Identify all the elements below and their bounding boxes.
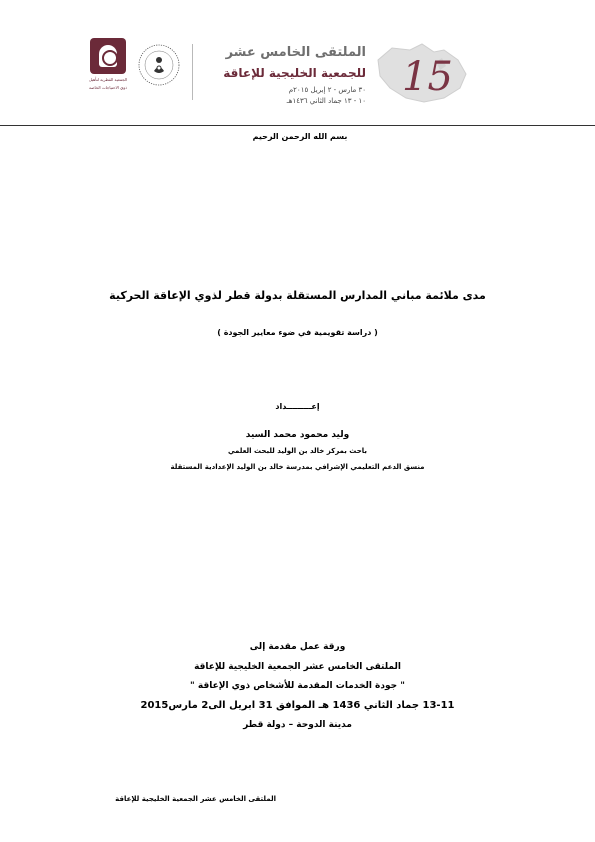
- document-title: مدى ملائمة مباني المدارس المستقلة بدولة قطر لذوي الإعاقة الحركية: [109, 289, 486, 302]
- presentation-line-5: مدينة الدوحة – دولة قطر: [243, 720, 352, 730]
- presentation-line-4: 13-11 جماد الثاني 1436 هـ الموافق 31 ابريل الى2 مارس2015: [140, 700, 455, 711]
- disability-society-logo: [86, 38, 130, 98]
- basmala: بسم الله الرحمن الرحيم: [252, 132, 348, 141]
- event-date-gregorian: ٣٠ مارس - ٢ إبريل ٢٠١٥م: [288, 86, 366, 94]
- event-title: الملتقى الخامس عشر: [225, 45, 366, 60]
- prepared-by-label: إعـــــــــداد: [275, 402, 320, 411]
- presentation-line-2: الملتقى الخامس عشر الجمعية الخليجية للإعاقة: [194, 662, 401, 672]
- event-date-hijri: ١٠ - ١٣ جماد الثاني ١٤٣٦هـ: [286, 97, 366, 105]
- author-affiliation-1: باحث بمركز خالد بن الوليد للبحث العلمي: [227, 447, 368, 455]
- seal-logo-icon: [137, 43, 181, 87]
- header-separator: [192, 44, 193, 100]
- header-rule: [0, 125, 595, 126]
- logo-caption-line-2: ذوي الاحتياجات الخاصة: [88, 85, 127, 90]
- emblem-number: 15: [402, 54, 453, 100]
- disability-society-logo-icon: [90, 38, 126, 74]
- author-affiliation-2: منسق الدعم التعليمي الإشرافي بمدرسة خالد بن الوليد الإعدادية المستقلة: [170, 463, 425, 471]
- author-name: وليد محمود محمد السيد: [245, 430, 350, 440]
- event-subtitle: للجمعية الخليجية للإعاقة: [223, 66, 366, 80]
- presentation-line-1: ورقة عمل مقدمة إلى: [249, 642, 346, 652]
- presentation-line-3: " جودة الخدمات المقدمة للأشخاص ذوي الإعاقة ": [190, 681, 405, 691]
- page-footer: الملتقى الخامس عشر الجمعية الخليجية للإعاقة: [115, 795, 276, 803]
- gcc-map-icon: [372, 40, 472, 106]
- logo-caption-line-1: الجمعية القطرية لتأهيل: [88, 77, 128, 82]
- document-subtitle: ( دراسة تقويمية في ضوء معايير الجودة ): [217, 328, 378, 337]
